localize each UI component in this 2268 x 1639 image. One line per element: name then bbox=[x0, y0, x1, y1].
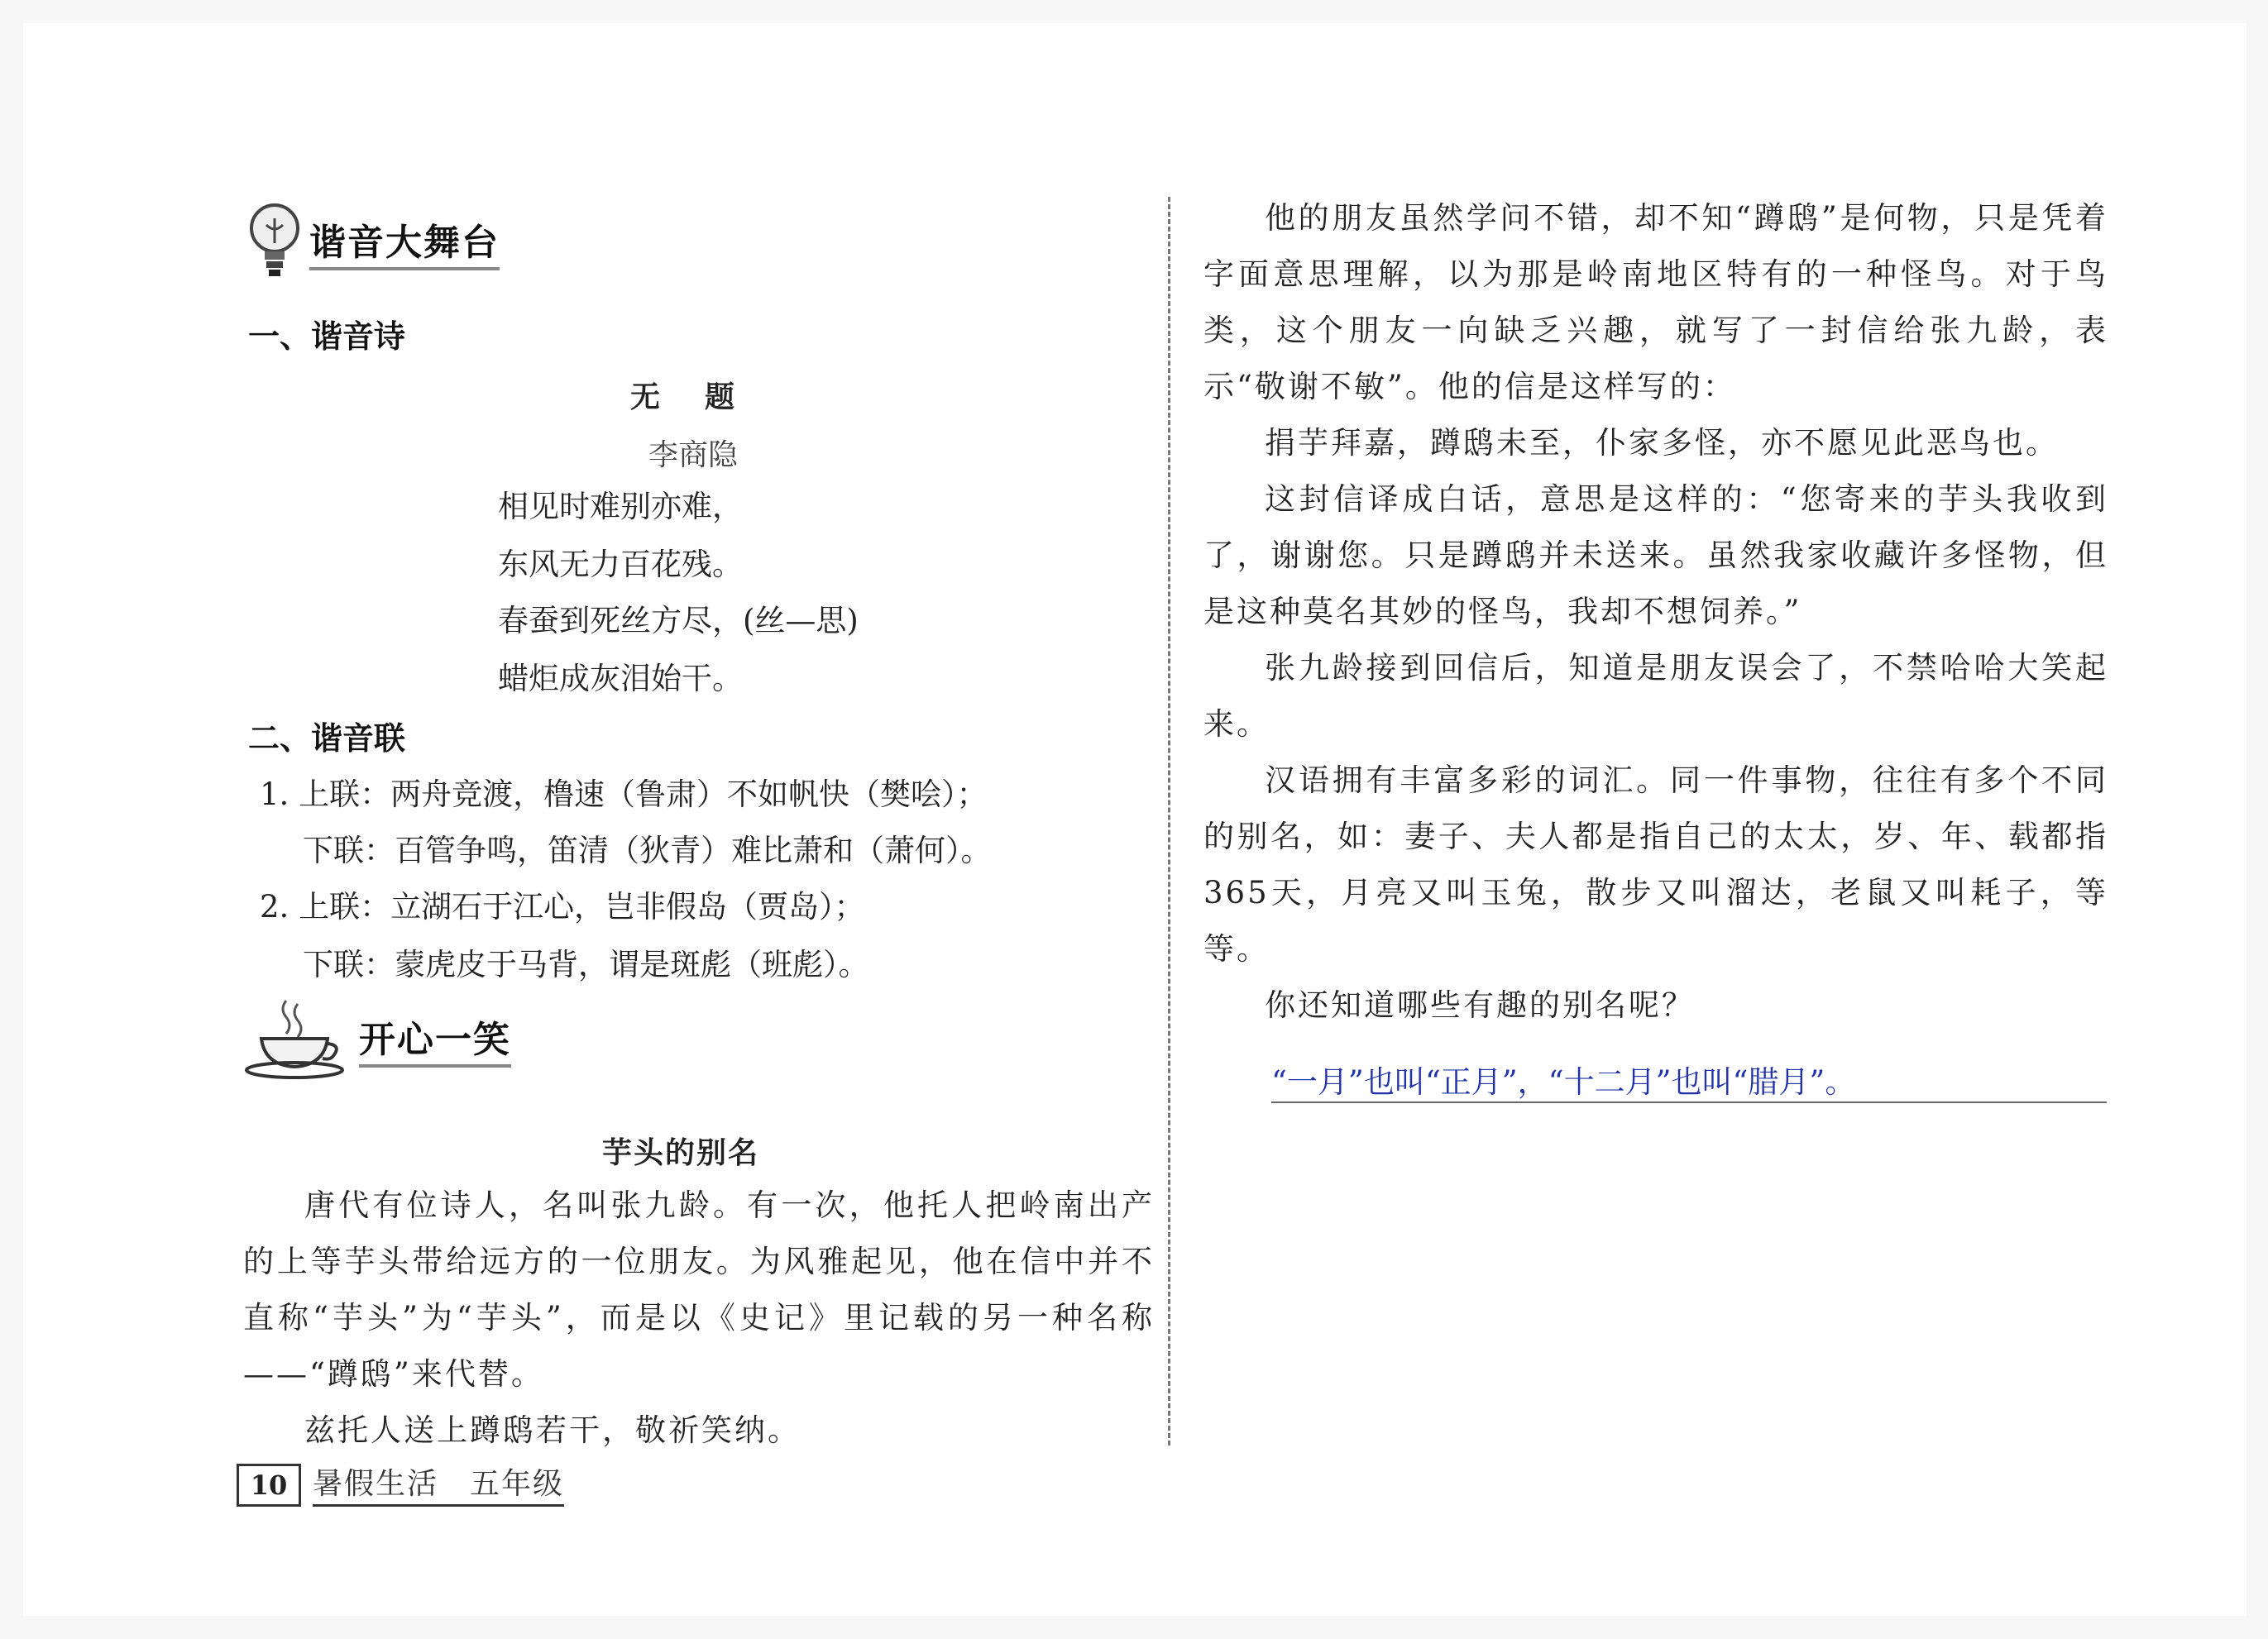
story-paragraph: 捐芋拜嘉，蹲鸱未至，仆家多怪，亦不愿见此恶鸟也。 bbox=[1265, 425, 2059, 461]
couplet-line: 下联：蒙虎皮于马背，谓是斑彪（班彪）。 bbox=[303, 947, 869, 982]
section-title: 开心一笑 bbox=[359, 1010, 511, 1068]
page bbox=[23, 23, 2246, 1616]
poem-heading: 一、谐音诗 bbox=[248, 318, 406, 355]
story-paragraph: 唐代有位诗人，名叫张九龄。有一次，他托人把岭南出产的上等芋头带给远方的一位朋友。为风雅起见，他在信中并不直称“芋头”为“芋头”，而是以《史记》里记载的另一种名称——“蹲鸱”来代替。 bbox=[243, 1187, 1155, 1392]
story-paragraph: 张九龄接到回信后，知道是朋友误会了，不禁哈哈大笑起来。 bbox=[1203, 650, 2108, 742]
couplet-line: 下联：百管争鸣，笛清（狄青）难比萧和（萧何）。 bbox=[303, 833, 992, 868]
story-left-column bbox=[243, 1178, 1155, 1459]
handwritten-answer: “一月”也叫“正月”，“十二月”也叫“腊月”。 bbox=[1271, 1064, 1856, 1100]
page-number: 10 bbox=[237, 1464, 301, 1507]
page-footer bbox=[237, 1460, 564, 1507]
poem-line: 东风无力百花残。 bbox=[498, 547, 743, 582]
answer-line bbox=[1271, 1101, 2107, 1103]
story-paragraph: 他的朋友虽然学问不错，却不知“蹲鸱”是何物，只是凭着字面意思理解，以为那是岭南地区特有的一种怪鸟。对于鸟类，这个朋友一向缺乏兴趣，就写了一封信给张九龄，表示“敬谢不敏”。他的信是这样写的： bbox=[1203, 200, 2108, 404]
section-header-joke bbox=[243, 997, 511, 1080]
poem-line: 相见时难别亦难， bbox=[498, 489, 743, 524]
section-header-harmonic bbox=[248, 200, 500, 283]
couplet-line: 2. 上联：立湖石于江心，岂非假岛（贾岛）； bbox=[260, 889, 865, 925]
story-right-column bbox=[1203, 190, 2108, 1034]
question: 你还知道哪些有趣的别名呢？ bbox=[1265, 987, 1695, 1023]
poem-line: 蜡炬成灰泪始干。 bbox=[498, 661, 743, 696]
section-title: 谐音大舞台 bbox=[309, 213, 500, 270]
poem-line: 春蚕到死丝方尽，(丝—思) bbox=[498, 603, 859, 638]
lightbulb-icon bbox=[248, 200, 301, 283]
couplet-line: 1. 上联：两舟竞渡，橹速（鲁肃）不如帆快（樊哙）； bbox=[260, 776, 988, 812]
poem-title: 无题 bbox=[630, 380, 780, 414]
couplet-heading: 二、谐音联 bbox=[248, 720, 406, 757]
story-title: 芋头的别名 bbox=[602, 1136, 760, 1170]
column-divider bbox=[1168, 197, 1170, 1445]
story-paragraph: 这封信译成白话，意思是这样的：“您寄来的芋头我收到了，谢谢您。只是蹲鸱并未送来。虽然我家收藏许多怪物，但是这种莫名其妙的怪鸟，我却不想饲养。” bbox=[1203, 481, 2108, 629]
story-paragraph: 兹托人送上蹲鸱若干，敬祈笑纳。 bbox=[304, 1412, 801, 1448]
book-title: 暑假生活 五年级 bbox=[313, 1460, 564, 1507]
poem-author: 李商隐 bbox=[648, 438, 739, 472]
story-paragraph: 汉语拥有丰富多彩的词汇。同一件事物，往往有多个不同的别名，如：妻子、夫人都是指自己的太太，岁、年、载都指365天，月亮又叫玉兔，散步又叫溜达，老鼠又叫耗子，等等。 bbox=[1203, 762, 2108, 967]
coffee-cup-icon bbox=[243, 997, 351, 1080]
